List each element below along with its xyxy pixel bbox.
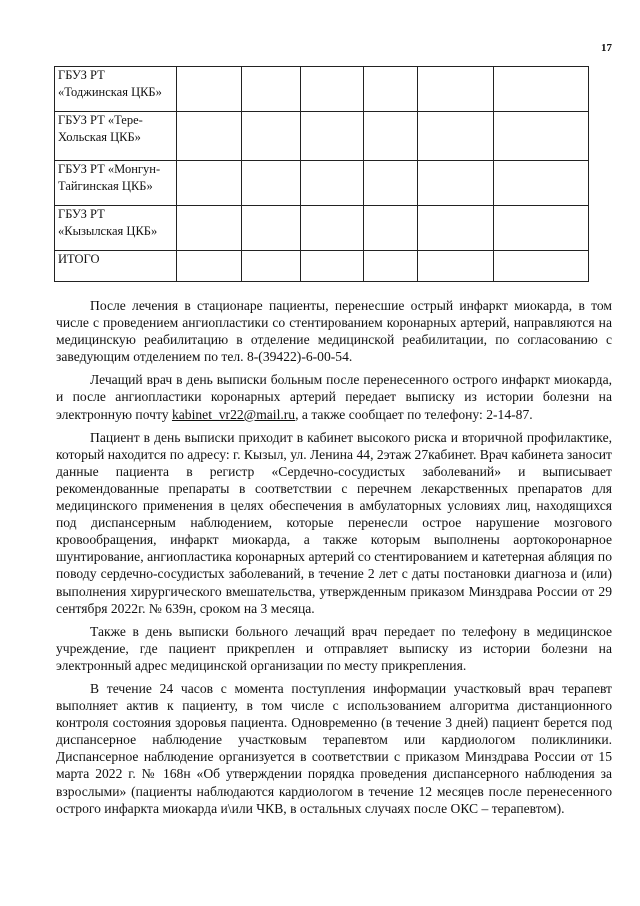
table-cell bbox=[418, 206, 494, 251]
table-cell bbox=[364, 67, 418, 112]
org-name-cell: ГБУЗ РТ «Кызылская ЦКБ» bbox=[55, 206, 177, 251]
table-cell bbox=[242, 161, 301, 206]
org-name-cell: ГБУЗ РТ «Тоджинская ЦКБ» bbox=[55, 67, 177, 112]
table-row bbox=[55, 206, 589, 251]
email-link[interactable]: kabinet_vr22@mail.ru bbox=[171, 406, 296, 422]
table-row bbox=[55, 67, 589, 112]
paragraph-dispensary: В течение 24 часов с момента поступления информации участковый врач терапевт выполняет актив к пациенту, в том числе с использованием алгоритма дистанционного контроля состояния здоровья пациента. Одновременно (в течение 3 дней) пациент берется под диспансерное наблюдение участковым терапевтом или кардиологом поликлиники. Диспансерное наблюдение организуется в соответствии с приказом Минздрава России от 15 марта 2022 г. № 168н «Об утверждении порядка проведения диспансерного наблюдения за взрослыми» (пациенты наблюдаются кардиологом в течение 12 месяцев после перенесенного острого инфаркта миокарда и\или ЧКВ, в остальных случаях после ОКС – терапевтом). bbox=[56, 680, 612, 816]
org-name-cell: ГБУЗ РТ «Тере-Хольская ЦКБ» bbox=[55, 112, 177, 161]
table-cell bbox=[177, 112, 242, 161]
paragraph-text: Лечащий врач в день выписки больным после перенесенного острого инфаркт миокарда, и после ангиопластики коронарных артерий передает выписку из истории болезни на электронную почту bbox=[56, 372, 612, 422]
table-cell bbox=[177, 161, 242, 206]
table-cell bbox=[494, 251, 589, 282]
table-cell bbox=[494, 161, 589, 206]
paragraph-text: , а также сообщает по телефону: 2-14-87. bbox=[295, 406, 533, 422]
table-row bbox=[55, 161, 589, 206]
paragraph-discharge-email bbox=[56, 371, 612, 422]
table-cell bbox=[177, 206, 242, 251]
table-row bbox=[55, 112, 589, 161]
table-cell bbox=[364, 251, 418, 282]
table-cell bbox=[242, 67, 301, 112]
table-cell bbox=[242, 206, 301, 251]
total-label-cell: ИТОГО bbox=[55, 251, 177, 282]
paragraph-high-risk-cabinet: Пациент в день выписки приходит в кабинет высокого риска и вторичной профилактике, который находится по адресу: г. Кызыл, ул. Ленина 44, 2этаж 27кабинет. Врач кабинета заносит данные пациента в регистр «Сердечно-сосудистых заболеваний» и выписывает рекомендованные препараты в соответствии с перечнем лекарственных препаратов для медицинского применения в целях обеспечения в амбулаторных условиях лиц, находящихся под диспансерным наблюдением, которые перенесли острое нарушение мозгового кровообращения, инфаркт миокарда, а также которым выполнены аортокоронарное шунтирование, ангиопластика коронарных артерий со стентированием и катетерная абляция по поводу сердечно-сосудистых заболеваний, в течение 2 лет с даты постановки диагноза и (или) выполнения хирургического вмешательства, утвержденным приказом Минздрава России от 29 сентября 2022г. № 639н, сроком на 3 месяца. bbox=[56, 429, 612, 616]
table-cell bbox=[301, 251, 364, 282]
table-cell bbox=[494, 206, 589, 251]
org-name-cell: ГБУЗ РТ «Монгун-Тайгинская ЦКБ» bbox=[55, 161, 177, 206]
table-cell bbox=[494, 67, 589, 112]
table-total-row bbox=[55, 251, 589, 282]
hospital-table bbox=[54, 66, 589, 282]
paragraph-transfer: Также в день выписки больного лечащий врач передает по телефону в медицинское учреждение, где пациент прикреплен и отправляет выписку из истории болезни на электронный адрес медицинской организации по месту прикрепления. bbox=[56, 623, 612, 673]
table-cell bbox=[242, 251, 301, 282]
table-cell bbox=[242, 112, 301, 161]
table-cell bbox=[494, 112, 589, 161]
table-cell bbox=[418, 161, 494, 206]
table-cell bbox=[301, 67, 364, 112]
table-cell bbox=[418, 251, 494, 282]
table-cell bbox=[364, 161, 418, 206]
table-cell bbox=[301, 206, 364, 251]
table-cell bbox=[301, 112, 364, 161]
table-cell bbox=[177, 251, 242, 282]
table-cell bbox=[364, 112, 418, 161]
table-cell bbox=[177, 67, 242, 112]
paragraph-rehabilitation: После лечения в стационаре пациенты, перенесшие острый инфаркт миокарда, в том числе с проведением ангиопластики со стентированием коронарных артерий, направляются на медицинскую реабилитацию в отделение медицинской реабилитации, по согласованию с заведующим отделением по тел. 8-(39422)-6-00-54. bbox=[56, 298, 612, 365]
table-cell bbox=[418, 67, 494, 112]
page-number: 17 bbox=[601, 42, 612, 54]
table-cell bbox=[364, 206, 418, 251]
table-cell bbox=[301, 161, 364, 206]
document-body bbox=[56, 297, 612, 823]
table-cell bbox=[418, 112, 494, 161]
